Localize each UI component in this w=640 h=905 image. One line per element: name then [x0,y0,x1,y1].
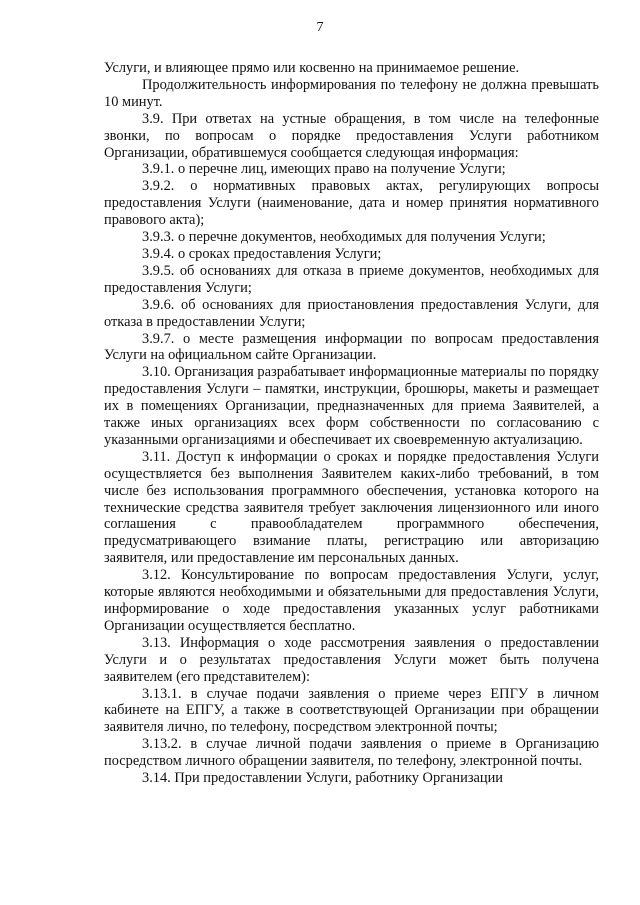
paragraph-3-9-6: 3.9.6. об основаниях для приостановления предоставления Услуги, для отказа в предоставлении Услуги; [104,296,599,330]
paragraph-3-10: 3.10. Организация разрабатывает информационные материалы по порядку предоставления Услуги – памятки, инструкции, брошюры, макеты и размещает их в помещениях Организации, предназначенных для приема Заявителей, а также иных организациях всех форм собственности по согласованию с указанными организациями и обеспечивает их своевременную актуализацию. [104,364,599,448]
paragraph-3-14: 3.14. При предоставлении Услуги, работнику Организации [142,770,504,787]
paragraph-continuation: Услуги, и влияющее прямо или косвенно на принимаемое решение. [104,60,520,76]
paragraph-3-9: 3.9. При ответах на устные обращения, в том числе на телефонные звонки, по вопросам о порядке предоставления Услуги работником Организации, обратившемуся сообщается следующая информация: [104,110,599,161]
paragraph-3-9-7: 3.9.7. о месте размещения информации по вопросам предоставления Услуги на официальном сайте Организации. [104,330,599,364]
document-body [104,60,599,787]
paragraph-3-9-4: 3.9.4. о сроках предоставления Услуги; [142,245,382,262]
paragraph-3-12: 3.12. Консультирование по вопросам предоставления Услуги, услуг, которые являются необходимыми и обязательными для предоставления Услуги, информирование о ходе предоставления указанных услуг работниками Организации осуществляется бесплатно. [104,567,599,634]
paragraph-3-13-2: 3.13.2. в случае личной подачи заявления о приеме в Организацию посредством личного обращении заявителя, по телефону, электронной почты. [104,736,599,770]
paragraph-3-9-5: 3.9.5. об основаниях для отказа в приеме документов, необходимых для предоставления Услуги; [104,262,599,296]
paragraph-3-9-3: 3.9.3. о перечне документов, необходимых для получения Услуги; [142,229,546,246]
page-number: 7 [316,20,324,35]
paragraph-duration: Продолжительность информирования по телефону не должна превышать 10 минут. [104,76,599,110]
paragraph-3-13-1: 3.13.1. в случае подачи заявления о приеме через ЕПГУ в личном кабинете на ЕПГУ, а также в соответствующей Организации при обращении заявителя лично, по телефону, посредством электронной почты; [104,685,599,736]
paragraph-3-9-1: 3.9.1. о перечне лиц, имеющих право на получение Услуги; [142,161,506,178]
paragraph-3-9-2: 3.9.2. о нормативных правовых актах, регулирующих вопросы предоставления Услуги (наименование, дата и номер принятия нормативного правового акта); [104,178,599,229]
paragraph-3-11: 3.11. Доступ к информации о сроках и порядке предоставления Услуги осуществляется без выполнения Заявителем каких-либо требований, в том числе без использования программного обеспечения, установка которого на технические средства заявителя требует заключения лицензионного или иного соглашения с правообладателем программного обеспечения, предусматривающего взимание платы, регистрацию или авторизацию заявителя, или предоставление им персональных данных. [104,448,599,567]
paragraph-3-13: 3.13. Информация о ходе рассмотрения заявления о предоставлении Услуги и о результатах предоставления Услуги может быть получена заявителем (его представителем): [104,634,599,685]
